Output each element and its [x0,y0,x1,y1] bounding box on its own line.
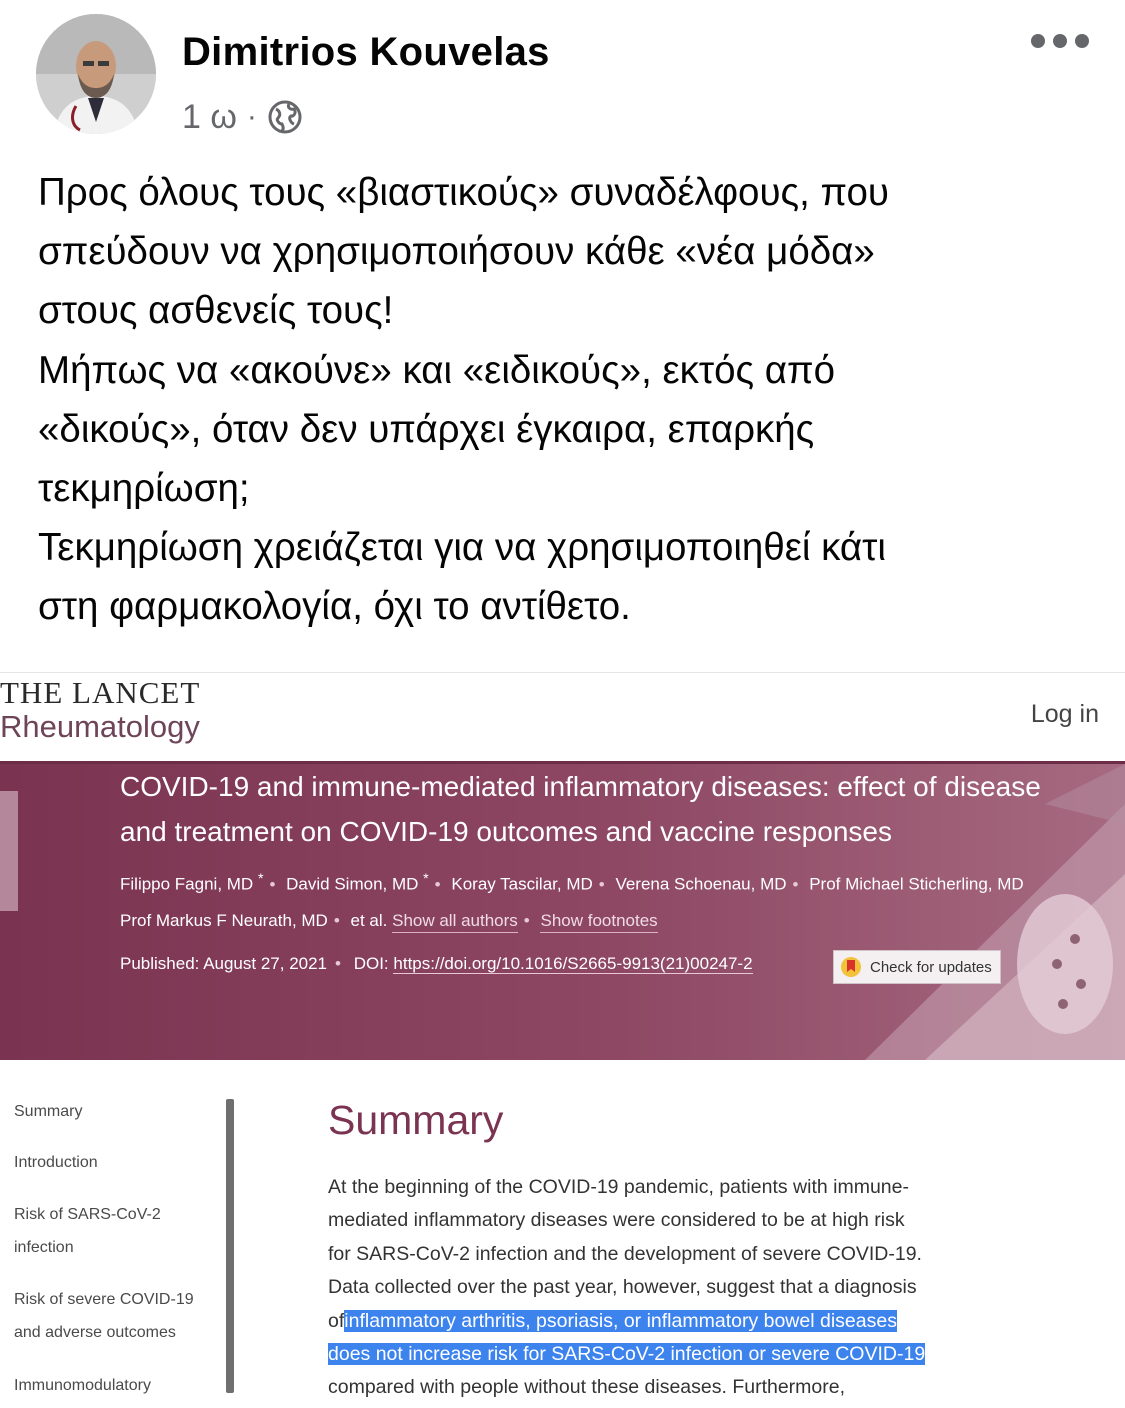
more-options-icon[interactable] [1031,34,1089,48]
show-footnotes-link[interactable]: Show footnotes [540,911,657,933]
check-updates-icon [840,956,862,978]
globe-icon [267,99,303,135]
author-link[interactable]: Verena Schoenau, MD [615,874,787,894]
banner-side-tab [0,791,18,911]
sidenav-item-introduction[interactable]: Introduction [14,1154,98,1171]
author-mark: * [257,871,264,887]
highlighted-text: inflammatory arthritis, psoriasis, or inflammatory bowel diseases [344,1309,897,1332]
sidenav-item-summary[interactable]: Summary [14,1103,83,1120]
abstract-line: compared with people without these diseases. Furthermore, [328,1376,846,1399]
shared-article-image[interactable] [0,672,1125,1408]
summary-heading: Summary [328,1097,504,1143]
sidenav-scroll-indicator[interactable] [226,1099,234,1393]
abstract-text [328,1171,925,1405]
highlighted-text: does not increase risk for SARS-CoV-2 infection or severe COVID-19 [328,1343,926,1366]
author-mark: * [423,871,429,887]
abstract-line [328,1305,925,1338]
profile-photo [36,14,156,134]
abstract-line: for SARS-CoV-2 infection and the development of severe COVID-19. [328,1242,922,1265]
post-text [38,163,1098,637]
et-al: et al. [350,910,388,930]
abstract-line: mediated inflammatory diseases were considered to be at high risk [328,1209,905,1232]
author-link[interactable]: Filippo Fagni, MD [120,874,254,894]
avatar[interactable] [36,14,156,134]
dot-icon [1075,34,1089,48]
publication-info: Published: August 27, 2021 • DOI: https://doi.org/10.1016/S2665-9913(21)00247-2 [120,954,753,973]
post-text-line: Προς όλους τους «βιαστικούς» συναδέλφους, που [38,171,889,214]
abstract-line: Data collected over the past year, however, suggest that a diagnosis [328,1276,917,1299]
sidenav-item-risk-infection[interactable]: Risk of SARS-CoV-2 [14,1206,161,1223]
login-link[interactable]: Log in [1030,700,1099,728]
check-for-updates-button[interactable] [833,950,1001,984]
author-link[interactable]: Prof Markus F Neurath, MD [120,910,328,930]
show-all-authors-link[interactable]: Show all authors [392,911,518,933]
journal-subtitle: Rheumatology [0,709,200,744]
author-link[interactable]: David Simon, MD [286,874,419,894]
published-label: Published: [120,954,200,973]
post-text-line: Μήπως να «ακούνε» και «ειδικούς», εκτός από [38,348,835,392]
doi-link[interactable]: https://doi.org/10.1016/S2665-9913(21)00247-2 [393,954,753,973]
author-list: Filippo Fagni, MD * • David Simon, MD * • Koray Tascilar, MD • Verena Schoenau, MD • Prof Michael Sticherling, MD Prof Markus F Neurath, MD • et al. Show all authors • Show footnotes [120,861,1024,939]
post-text-line: σπεύδουν να χρησιμοποιήσουν κάθε «νέα μόδα» [38,230,875,274]
author-name[interactable]: Dimitrios Kouvelas [182,30,550,74]
post-text-line: Τεκμηρίωση χρειάζεται για να χρησιμοποιηθεί κάτι [38,526,886,570]
post-text-line: τεκμηρίωση; [38,467,250,511]
sidenav-item-immunomodulatory[interactable]: Immunomodulatory [14,1377,151,1394]
post-text-line: στη φαρμακολογία, όχι το αντίθετο. [38,585,631,629]
check-for-updates-label: Check for updates [870,958,992,976]
article-title-line: and treatment on COVID-19 outcomes and vaccine responses [120,816,892,847]
post-meta [182,95,303,139]
sidenav-item-risk-infection-cont[interactable]: infection [14,1239,74,1256]
published-date: August 27, 2021 [203,954,328,973]
abstract-line: At the beginning of the COVID-19 pandemic, patients with immune- [328,1176,909,1198]
author-link[interactable]: Prof Michael Sticherling, MD [809,874,1024,894]
post-text-line: στους ασθενείς τους! [38,289,394,333]
abstract-text-pre: of [328,1309,345,1332]
author-link[interactable]: Koray Tascilar, MD [451,874,593,894]
post-text-line: «δικούς», όταν δεν υπάρχει έγκαιρα, επαρκής [38,407,815,451]
post-time[interactable]: 1 ω [182,97,237,136]
article-banner [0,761,1125,1060]
dot-icon [1031,34,1045,48]
abstract-line [328,1338,925,1371]
doi-label: DOI: [353,954,389,973]
journal-title: THE LANCET [0,675,201,710]
article-title [120,764,1120,854]
dot-icon [1053,34,1067,48]
article-title-line: COVID-19 and immune-mediated inflammatory diseases: effect of disease [120,771,1041,802]
sidenav-item-risk-severe-cont[interactable]: and adverse outcomes [14,1324,176,1341]
meta-separator: · [246,100,257,133]
sidenav-item-risk-severe[interactable]: Risk of severe COVID-19 [14,1291,194,1308]
